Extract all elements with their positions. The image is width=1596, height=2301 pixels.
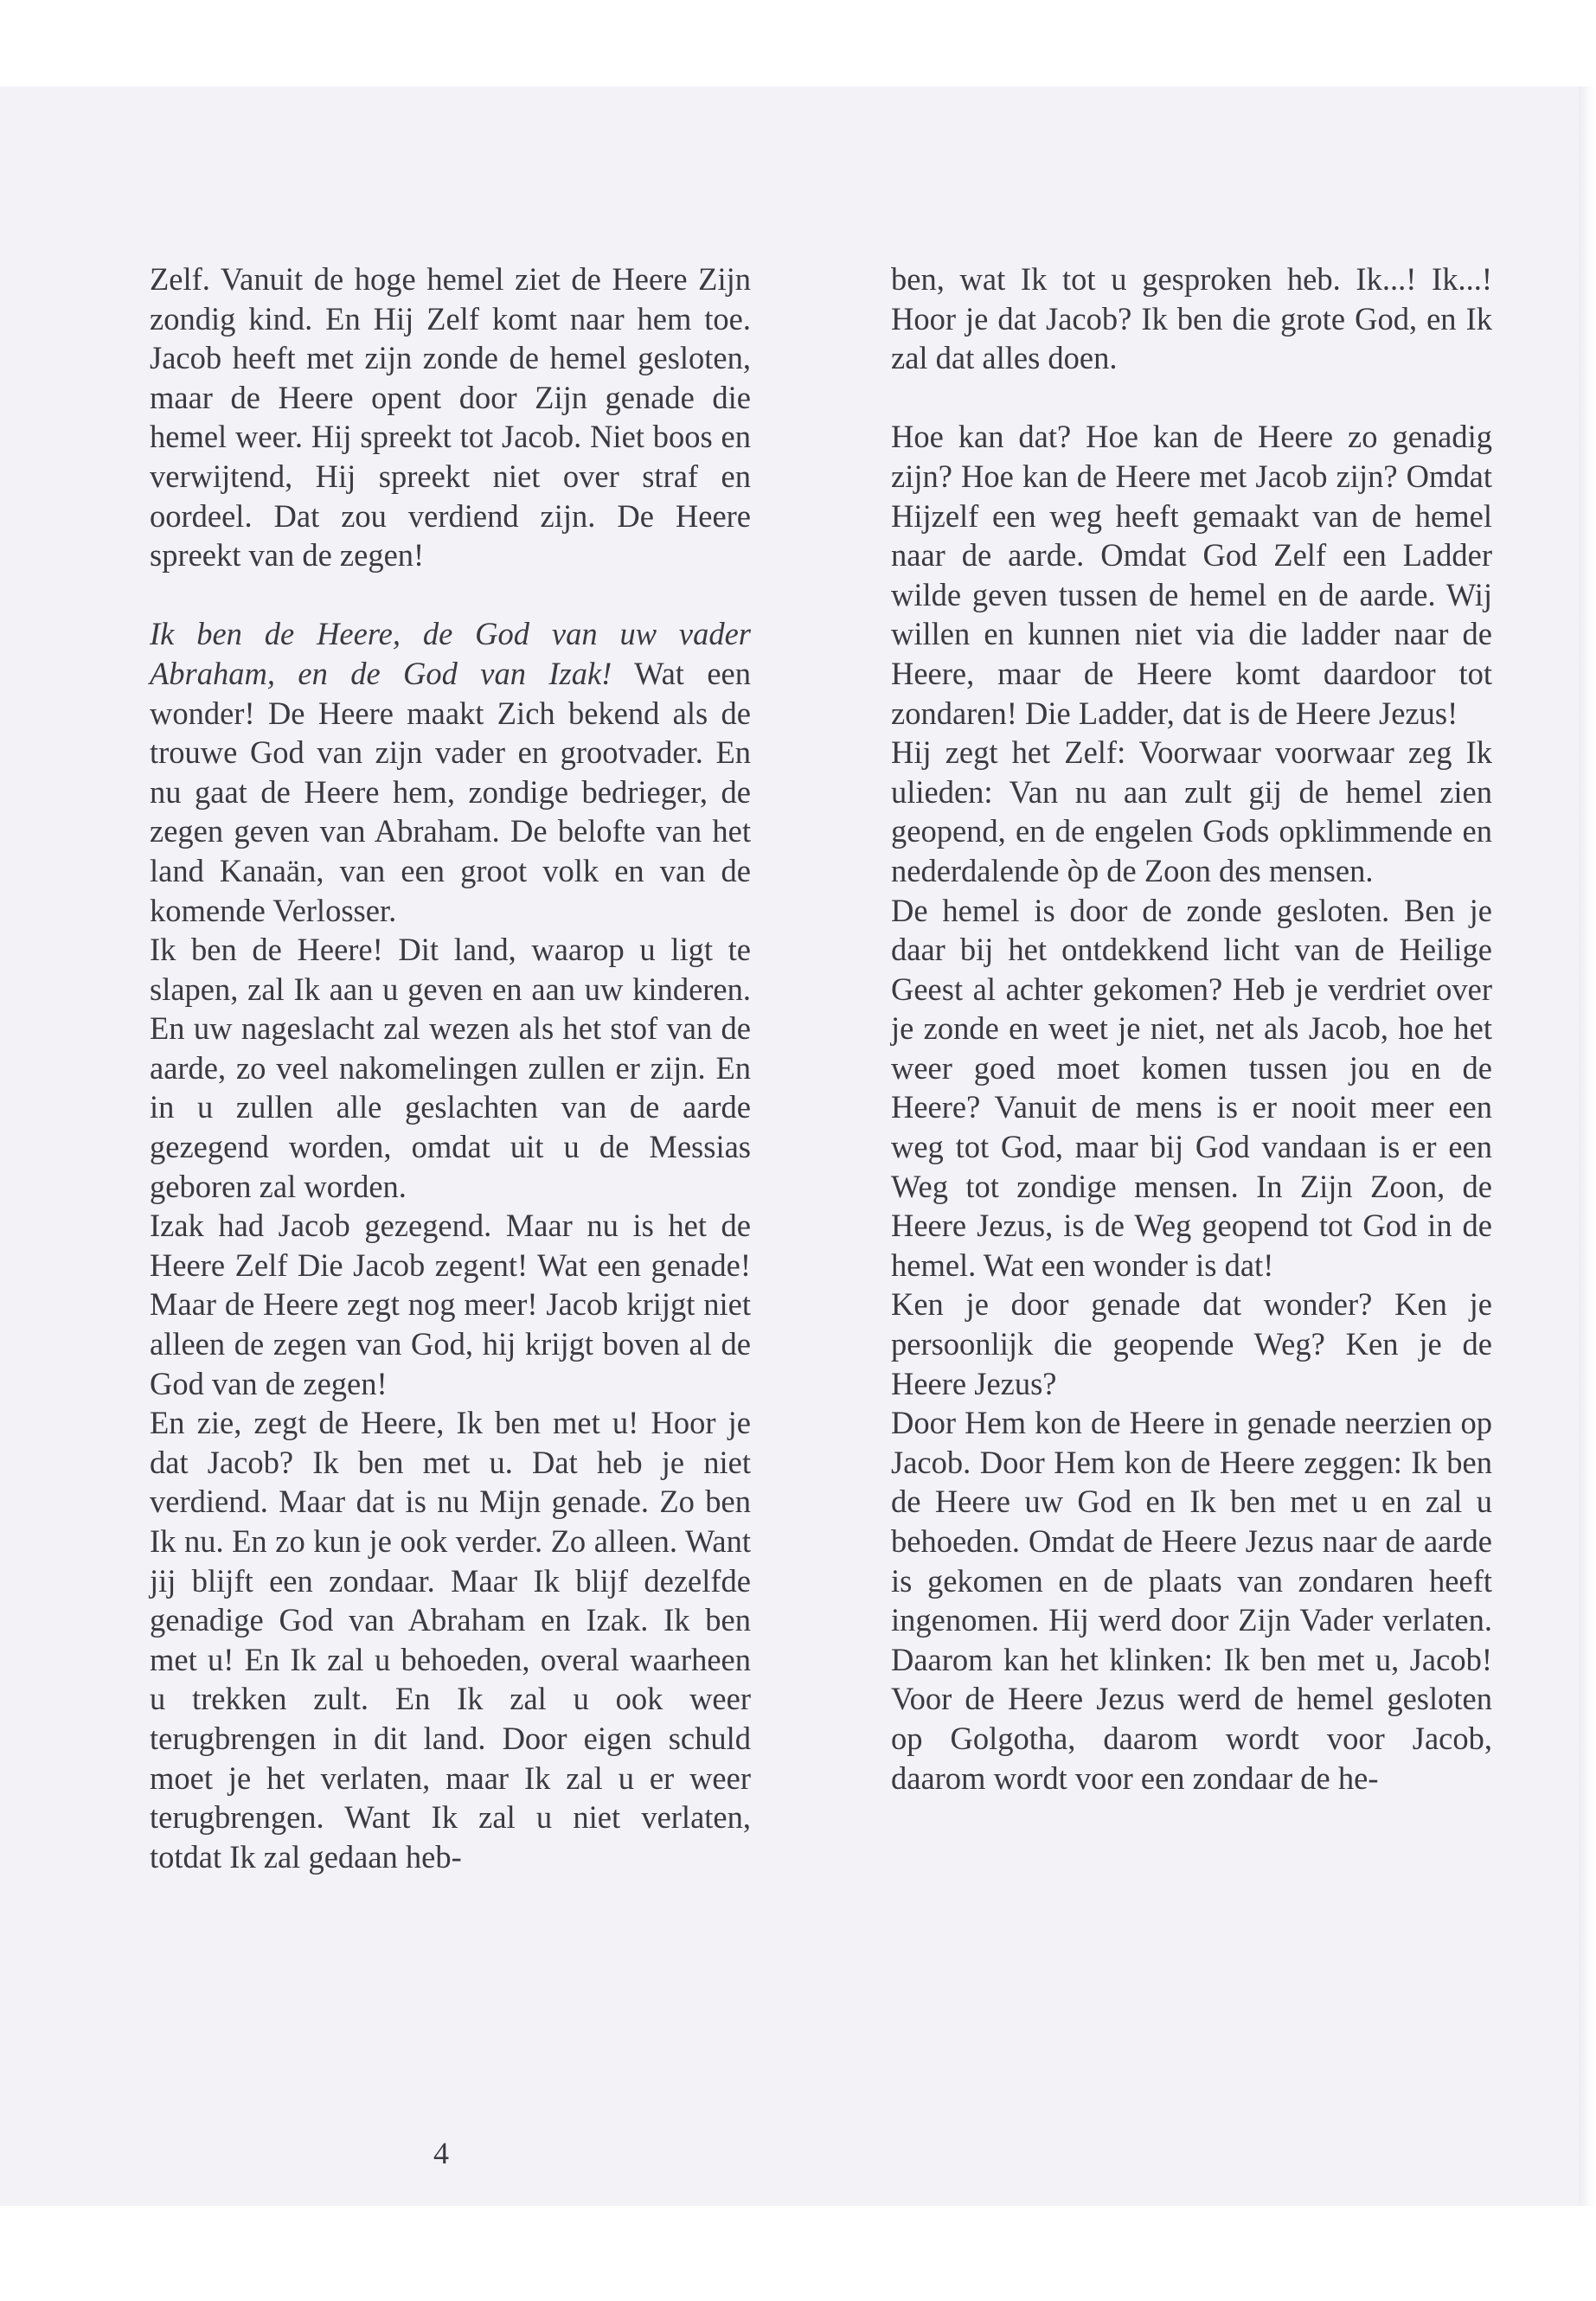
paragraph-text: Wat een wonder! De Heere maakt Zich bekend als de trouwe God van zijn vader en grootvader. En nu gaat de Heere hem, zondige bedrieger, de zegen geven van Abraham. De belofte van het land Kanaän, van een groot volk en van de komende Verlosser. bbox=[150, 655, 751, 928]
paragraph: Ken je door genade dat wonder? Ken je persoonlijk die geopende Weg? Ken je de Heere Jezus? bbox=[891, 1286, 1492, 1401]
paragraph: Zelf. Vanuit de hoge hemel ziet de Heere Zijn zondig kind. En Hij Zelf komt naar hem toe. Jacob heeft met zijn zonde de hemel gesloten, maar de Heere opent door Zijn genade die hemel weer. Hij spreekt tot Jacob. Niet boos en verwijtend, Hij spreekt niet over straf en oordeel. Dat zou verdiend zijn. De Heere spreekt van de zegen! bbox=[150, 261, 751, 574]
paragraph: En zie, zegt de Heere, Ik ben met u! Hoor je dat Jacob? Ik ben met u. Dat heb je niet verdiend. Maar dat is nu Mijn genade. Zo ben Ik nu. En zo kun je ook verder. Zo alleen. Want jij blijft een zondaar. Maar Ik blijf dezelfde genadige God van Abraham en Izak. Ik ben met u! En Ik zal u behoeden, overal waarheen u trekken zult. En Ik zal u ook weer terugbrengen in dit land. Door eigen schuld moet je het verlaten, maar Ik zal u er weer terugbrengen. Want Ik zal u niet verlaten, totdat Ik zal gedaan heb- bbox=[150, 1405, 751, 1875]
paragraph: Door Hem kon de Heere in genade neerzien op Jacob. Door Hem kon de Heere zeggen: Ik ben de Heere uw God en Ik ben met u en zal u behoeden. Omdat de Heere Jezus naar de aarde is gekomen en de plaats van zondaren heeft ingenomen. Hij werd door Zijn Vader verlaten. Daarom kan het klinken: Ik ben met u, Jacob! Voor de Heere Jezus werd de hemel gesloten op Golgotha, daarom wordt voor Jacob, daarom wordt voor een zondaar de he- bbox=[891, 1405, 1492, 1796]
paragraph-with-quote bbox=[150, 614, 751, 930]
right-column bbox=[891, 260, 1492, 1798]
left-column bbox=[150, 260, 751, 1876]
paragraph: Izak had Jacob gezegend. Maar nu is het de Heere Zelf Die Jacob zegent! Wat een genade! Maar de Heere zegt nog meer! Jacob krijgt niet alleen de zegen van God, hij krijgt boven al de God van de zegen! bbox=[150, 1208, 751, 1401]
paragraph: Hoe kan dat? Hoe kan de Heere zo genadig zijn? Hoe kan de Heere met Jacob zijn? Omdat Hijzelf een weg heeft gemaakt van de hemel naar de aarde. Omdat God Zelf een Ladder wilde geven tussen de hemel en de aarde. Wij willen en kunnen niet via die ladder naar de Heere, maar de Heere komt daardoor tot zondaren! Die Ladder, dat is de Heere Jezus! bbox=[891, 419, 1492, 731]
italic-quote: Ik ben de Heere, de God van uw vader Abraham, en de God van Izak! bbox=[150, 616, 751, 691]
page-edge bbox=[1579, 87, 1596, 2206]
page-number: 4 bbox=[433, 2136, 449, 2170]
paragraph: Ik ben de Heere! Dit land, waarop u ligt te slapen, zal Ik aan u geven en aan uw kinderen. En uw nageslacht zal wezen als het stof van de aarde, zo veel nakomelingen zullen er zijn. En in u zullen alle geslachten van de aarde gezegend worden, omdat uit u de Messias geboren zal worden. bbox=[150, 932, 751, 1204]
paragraph: ben, wat Ik tot u gesproken heb. Ik...! Ik...! Hoor je dat Jacob? Ik ben die grote God, en Ik zal dat alles doen. bbox=[891, 261, 1492, 376]
paragraph: Hij zegt het Zelf: Voorwaar voorwaar zeg Ik ulieden: Van nu aan zult gij de hemel zien geopend, en de engelen Gods opklimmende en nederdalende òp de Zoon des mensen. bbox=[891, 734, 1492, 888]
paragraph: De hemel is door de zonde gesloten. Ben je daar bij het ontdekkend licht van de Heilige Geest al achter gekomen? Heb je verdriet over je zonde en weet je niet, net als Jacob, hoe het weer goed moet komen tussen jou en de Heere? Vanuit de mens is er nooit meer een weg tot God, maar bij God vandaan is er een Weg tot zondige mensen. In Zijn Zoon, de Heere Jezus, is de Weg geopend tot God in de hemel. Wat een wonder is dat! bbox=[891, 892, 1492, 1283]
